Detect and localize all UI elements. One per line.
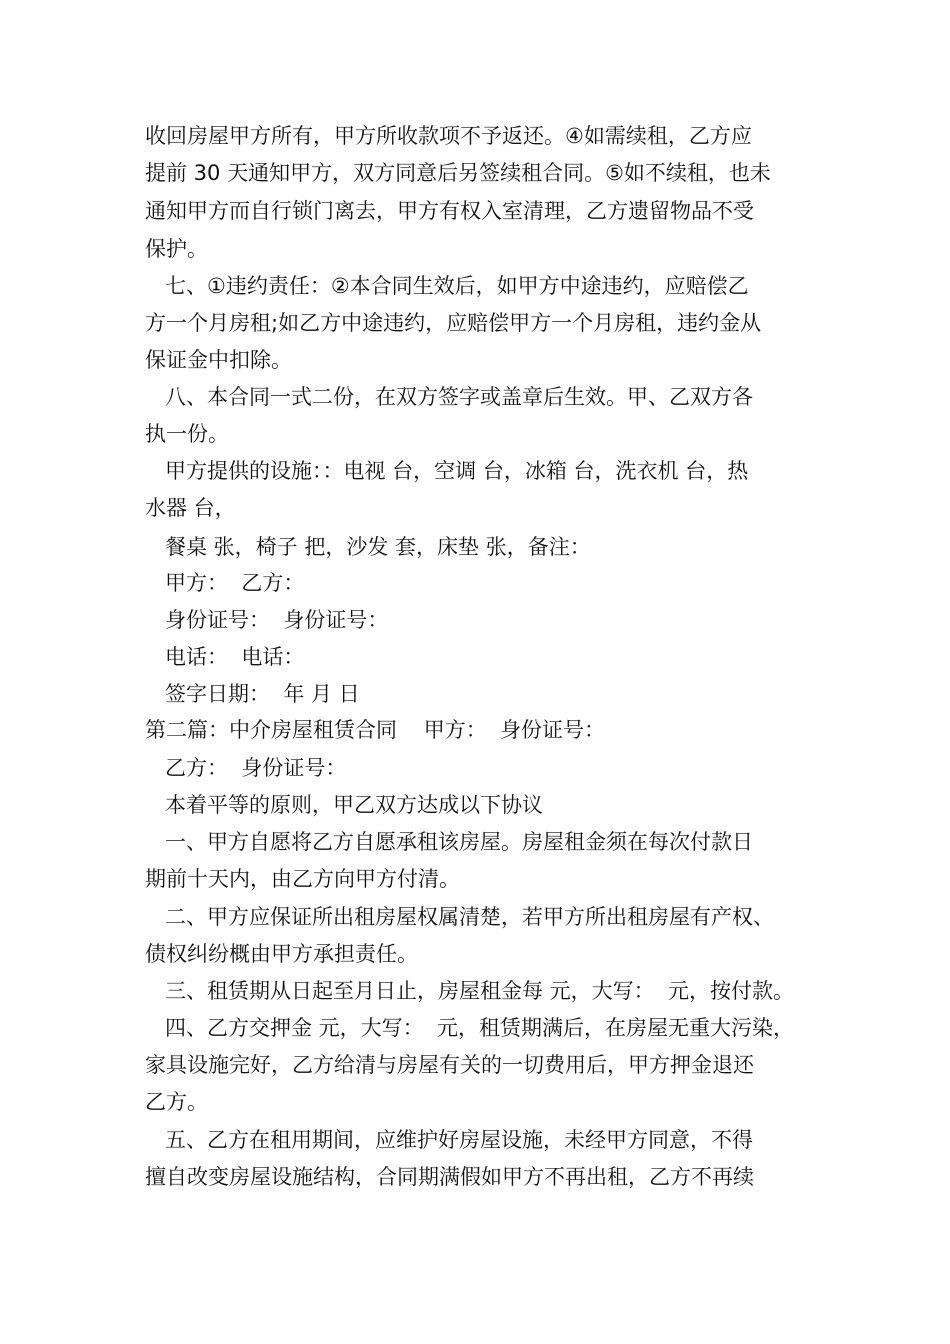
text-line: 保证金中扣除。 [145,348,292,372]
text-line: 五、乙方在租用期间，应维护好房屋设施，未经甲方同意，不得 [165,1128,753,1152]
text-line: 乙方： 身份证号： [165,756,347,780]
text-line: 二、甲方应保证所出租房屋权属清楚，若甲方所出租房屋有产权、 [165,905,774,929]
text-line: 水器 台， [145,496,236,520]
section-title: 第二篇：中介房屋租赁合同 甲方： 身份证号： [145,718,606,742]
text-line: 身份证号： 身份证号： [165,608,389,632]
text-line: 本着平等的原则，甲乙双方达成以下协议 [165,793,543,817]
text-line: 期前十天内，由乙方向甲方付清。 [145,867,460,891]
text-line: 执一份。 [145,422,229,446]
text-line: 乙方。 [145,1090,208,1114]
text-line: 七、①违约责任：②本合同生效后，如甲方中途违约，应赔偿乙 [165,274,749,298]
text-line: 甲方： 乙方： [165,571,305,595]
text-line: 四、乙方交押金 元，大写： 元，租赁期满后，在房屋无重大污染， [165,1016,795,1040]
text-line: 保护。 [145,237,208,261]
text-line: 擅自改变房屋设施结构，合同期满假如甲方不再出租，乙方不再续 [145,1165,754,1189]
text-line: 一、甲方自愿将乙方自愿承租该房屋。房屋租金须在每次付款日 [165,830,753,854]
text-line: 三、租赁期从日起至月日止，房屋租金每 元，大写： 元，按付款。 [165,979,795,1003]
text-line: 提前 30 天通知甲方，双方同意后另签续租合同。⑤如不续租，也未 [145,161,771,185]
text-line: 方一个月房租;如乙方中途违约，应赔偿甲方一个月房租，违约金从 [145,311,762,335]
text-line: 电话： 电话： [165,645,305,669]
text-line: 甲方提供的设施：：电视 台，空调 台，冰箱 台，洗衣机 台，热 [165,459,749,483]
text-line: 八、本合同一式二份，在双方签字或盖章后生效。甲、乙双方各 [165,385,753,409]
text-line: 餐桌 张，椅子 把，沙发 套，床垫 张，备注： [165,535,591,559]
text-line: 收回房屋甲方所有，甲方所收款项不予返还。④如需续租，乙方应 [145,124,752,148]
text-line: 签字日期： 年 月 日 [165,682,360,706]
text-line: 通知甲方而自行锁门离去，甲方有权入室清理，乙方遗留物品不受 [145,199,754,223]
text-line: 债权纠纷概由甲方承担责任。 [145,942,418,966]
text-line: 家具设施完好，乙方给清与房屋有关的一切费用后，甲方押金退还 [145,1053,754,1077]
